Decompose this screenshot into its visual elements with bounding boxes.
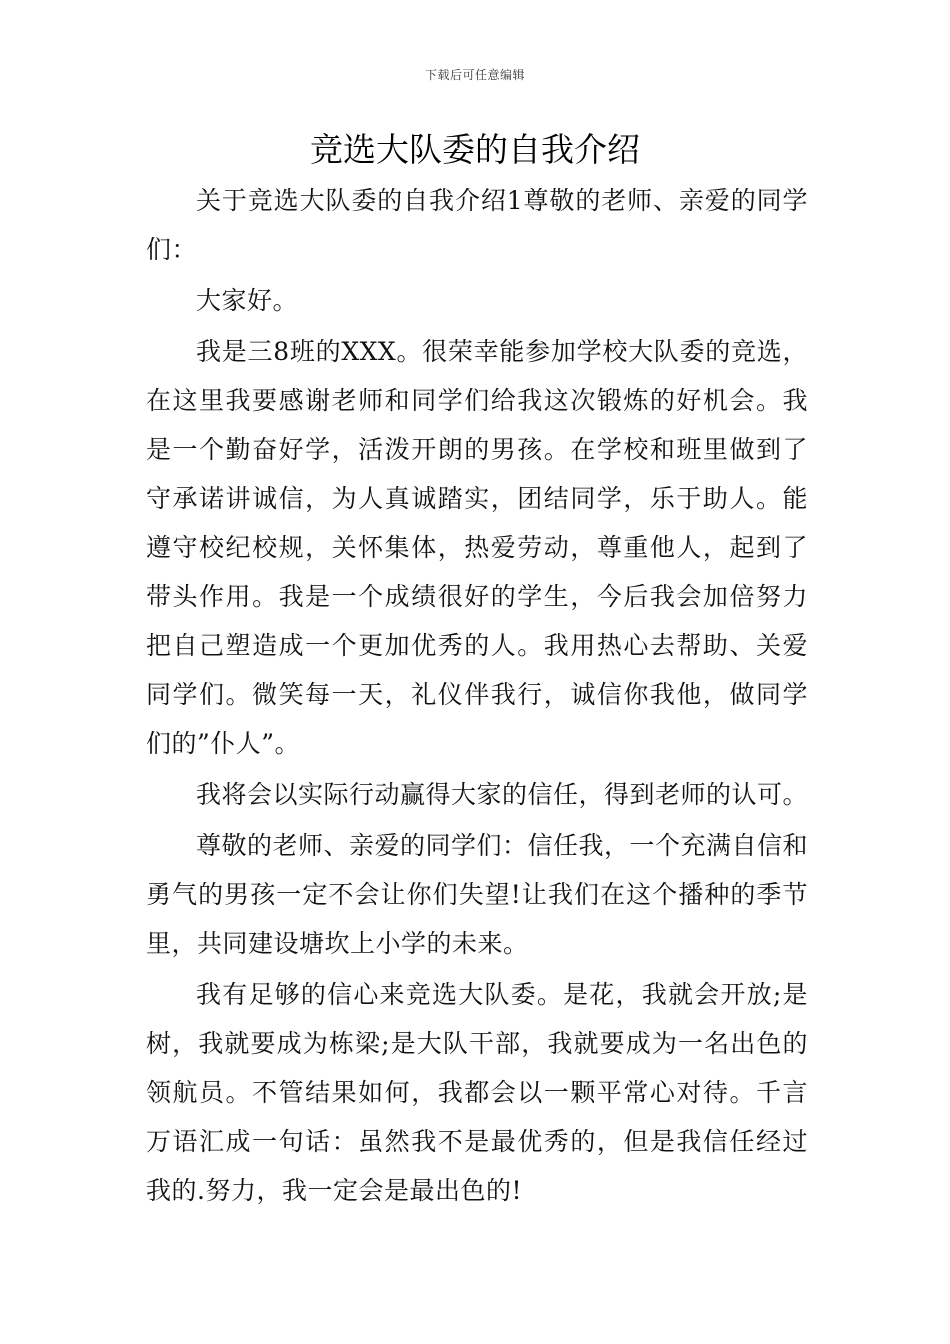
paragraph-self-description: 我是三8班的XXX。很荣幸能参加学校大队委的竞选，在这里我要感谢老师和同学们给我这次锻炼的好机会。我是一个勤奋好学，活泼开朗的男孩。在学校和班里做到了守承诺讲诚信，为人真诚踏实，团结同学，乐于助人。能遵守校纪校规，关怀集体，热爱劳动，尊重他人，起到了带头作用。我是一个成绩很好的学生，今后我会加倍努力把自己塑造成一个更加优秀的人。我用热心去帮助、关爱同学们。微笑每一天，礼仪伴我行，诚信你我他，做同学们的”仆人”。 xyxy=(146,337,808,758)
paragraph-intro: 关于竞选大队委的自我介绍1尊敬的老师、亲爱的同学们： xyxy=(146,186,808,264)
header-note: 下载后可任意编辑 xyxy=(424,68,525,82)
paragraph-greeting: 大家好。 xyxy=(196,286,299,315)
document-body xyxy=(146,176,808,1217)
paragraph-conclusion: 我有足够的信心来竞选大队委。是花，我就会开放;是树，我就要成为栋梁;是大队干部，我就要成为一名出色的领航员。不管结果如何，我都会以一颗平常心对待。千言万语汇成一句话：虽然我不是最优秀的，但是我信任经过我的.努力，我一定会是最出色的! xyxy=(146,980,808,1205)
paragraph-commitment: 我将会以实际行动赢得大家的信任，得到老师的认可。 xyxy=(196,780,809,809)
paragraph-appeal: 尊敬的老师、亲爱的同学们：信任我，一个充满自信和勇气的男孩一定不会让你们失望!让我们在这个播种的季节里，共同建设塘坎上小学的未来。 xyxy=(146,831,809,958)
document-title: 竞选大队委的自我介绍 xyxy=(310,130,640,169)
